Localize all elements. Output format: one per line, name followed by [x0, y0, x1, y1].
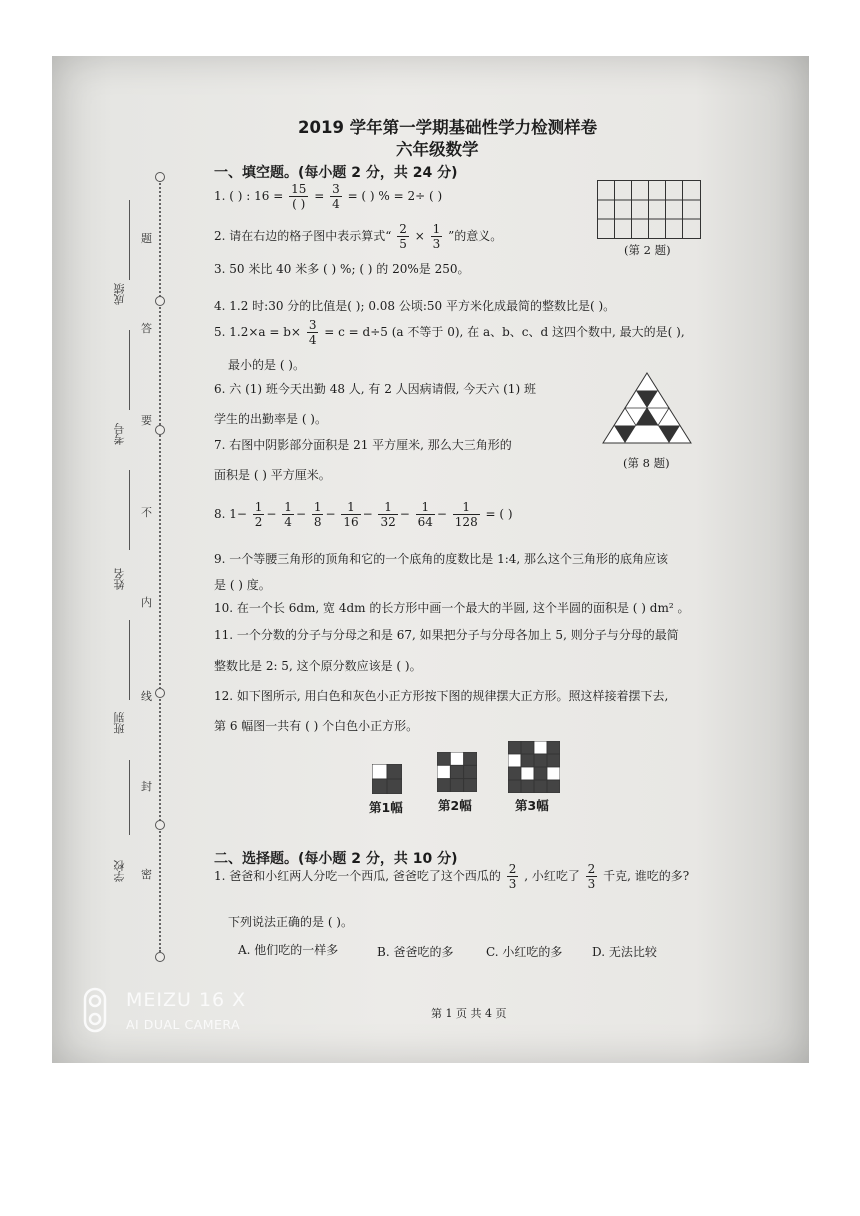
binding-circle: [155, 296, 165, 306]
seal-char: 题: [141, 232, 152, 245]
seal-char: 线: [141, 690, 152, 703]
section2-question-1-line2: 下列说法正确的是 ( )。: [228, 915, 353, 929]
question-8-triangle: [602, 372, 692, 444]
q8-term: $\frac{1}{128}$: [454, 500, 478, 529]
q2-fraction-1: $\frac{2}{5}$: [399, 222, 407, 251]
question-9-line2: 是 ( ) 度。: [214, 578, 271, 592]
option-a: A. 他们吃的一样多: [238, 943, 339, 957]
binding-circle: [155, 952, 165, 962]
camera-icon: [83, 987, 107, 1033]
binding-circle: [155, 425, 165, 435]
q8-term: $\frac{1}{4}$: [284, 500, 292, 529]
section2-heading: 二、选择题。(每小题 2 分，共 10 分): [214, 851, 458, 867]
question-2: 2. 请在右边的格子图中表示算式“ $\frac{2}{5}$ × $\frac{1}{3}$ ”的意义。: [214, 222, 503, 251]
q12-figure-2-label: 第2幅: [438, 798, 472, 813]
binding-circle: [155, 820, 165, 830]
question-6-line1: 6. 六 (1) 班今天出勤 48 人, 有 2 人因病请假, 今天六 (1) 班: [214, 382, 536, 396]
name-label: 姓名: [113, 568, 126, 590]
q1-fraction-1: $\frac{15}{( )}$: [291, 182, 307, 211]
section1-heading: 一、填空题。(每小题 2 分，共 24 分): [214, 165, 458, 181]
question-9-line1: 9. 一个等腰三角形的顶角和它的一个底角的度数比是 1:4, 那么这个三角形的底角应该: [214, 552, 669, 566]
question-6-line2: 学生的出勤率是 ( )。: [214, 412, 327, 426]
q8-caption: (第 8 题): [623, 456, 670, 470]
school-label: 学校: [113, 860, 126, 882]
question-7-line1: 7. 右图中阴影部分面积是 21 平方厘米, 那么大三角形的: [214, 438, 512, 452]
class-label: 班别: [113, 712, 126, 734]
question-11-line1: 11. 一个分数的分子与分母之和是 67, 如果把分子与分母各加上 5, 则分子与分母的最简: [214, 628, 679, 642]
q8-term: $\frac{1}{16}$: [343, 500, 359, 529]
question-11-line2: 整数比是 2: 5, 这个原分数应该是 ( )。: [214, 659, 422, 673]
question-5-line2: 最小的是 ( )。: [228, 358, 305, 372]
question-12-line1: 12. 如下图所示, 用白色和灰色小正方形按下图的规律摆大正方形。照这样接着摆下去,: [214, 689, 669, 703]
q12-figure-1-label: 第1幅: [369, 800, 403, 815]
q2-fraction-2: $\frac{1}{3}$: [432, 222, 441, 251]
q8-term: $\frac{1}{64}$: [417, 500, 433, 529]
seal-char: 密: [141, 868, 152, 881]
seal-char: 内: [141, 596, 152, 609]
q8-term: $\frac{1}{8}$: [313, 500, 322, 529]
question-10: 10. 在一个长 6dm, 宽 4dm 的长方形中画一个最大的半圆, 这个半圆的面积是 ( ) dm² 。: [214, 601, 690, 615]
class-underline: [129, 620, 130, 700]
exam-subtitle: 六年级数学: [396, 140, 479, 159]
score-label: 成绩: [113, 283, 126, 305]
exam-title: 2019 学年第一学期基础性学力检测样卷: [298, 118, 598, 137]
question-8: 8. 1− $\frac{1}{2}$ − $\frac{1}{4}$ − $\frac{1}{8}$ − $\frac{1}{16}$ − $\frac{1}{32}$ − $\frac{1}{64}$ − $\frac{1}{128}$ = ( ): [214, 500, 513, 529]
q8-term: $\frac{1}{2}$: [254, 500, 263, 529]
seal-char: 要: [141, 414, 152, 427]
binding-circle: [155, 688, 165, 698]
watermark-camera: AI DUAL CAMERA: [126, 1017, 241, 1032]
question-12-line2: 第 6 幅图一共有 ( ) 个白色小正方形。: [214, 719, 419, 733]
question-2-grid: [597, 180, 701, 240]
option-c: C. 小红吃的多: [486, 945, 563, 959]
q1-text-a: 1. ( ) : 16 =: [214, 189, 284, 203]
question-5: 5. 1.2×a = b× $\frac{3}{4}$ = c = d÷5 (a 不等于 0), 在 a、b、c、d 这四个数中, 最大的是( ),: [214, 318, 685, 347]
seal-char: 答: [141, 322, 152, 335]
q1-text-b: = ( ) % = 2÷ ( ): [347, 189, 443, 203]
school-underline: [129, 760, 130, 835]
q12-figure-3: [508, 741, 560, 793]
question-1: 1. ( ) : 16 = $\frac{15}{( )}$ = $\frac{3}{4}$ = ( ) % = 2÷ ( ): [214, 182, 443, 211]
q1-fraction-2: $\frac{3}{4}$: [332, 182, 340, 211]
option-b: B. 爸爸吃的多: [377, 945, 454, 959]
seal-char: 封: [141, 780, 152, 793]
q8-term: $\frac{1}{32}$: [380, 500, 396, 529]
score-underline: [129, 200, 130, 280]
watermark-model: MEIZU 16 X: [126, 989, 247, 1011]
option-d: D. 无法比较: [592, 945, 657, 959]
question-4: 4. 1.2 时:30 分的比值是( ); 0.08 公顷:50 平方米化成最简的整数比是( )。: [214, 299, 616, 313]
question-3: 3. 50 米比 40 米多 ( ) %; ( ) 的 20%是 250。: [214, 262, 470, 276]
question-7-line2: 面积是 ( ) 平方厘米。: [214, 468, 331, 482]
q12-figure-3-label: 第3幅: [515, 798, 549, 813]
seal-char: 不: [141, 506, 152, 519]
name-underline: [129, 470, 130, 550]
exam-no-underline: [129, 330, 130, 410]
q12-figure-2: [437, 752, 477, 792]
binding-circle: [155, 172, 165, 182]
s2q1-fraction-1: $\frac{2}{3}$: [508, 862, 517, 891]
s2q1-fraction-2: $\frac{2}{3}$: [587, 862, 596, 891]
q2-caption: (第 2 题): [624, 243, 671, 257]
page-number: 第 1 页 共 4 页: [431, 1007, 507, 1020]
q12-figure-1: [372, 764, 402, 794]
q5-fraction: $\frac{3}{4}$: [308, 318, 317, 347]
section2-question-1: 1. 爸爸和小红两人分吃一个西瓜, 爸爸吃了这个西瓜的 $\frac{2}{3}$ , 小红吃了 $\frac{2}{3}$ 千克, 谁吃的多?: [214, 862, 690, 891]
exam-no-label: 考号: [113, 423, 126, 445]
